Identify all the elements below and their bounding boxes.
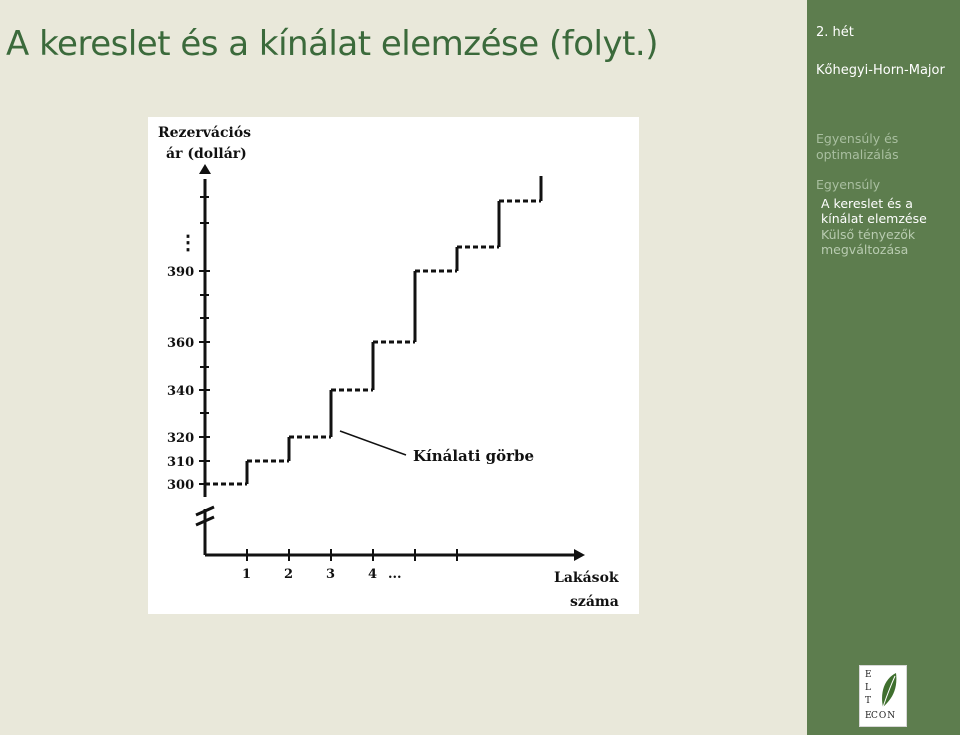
y-axis-label-line2: ár (dollár) [166,146,247,162]
y-tick-label: 310 [167,455,195,470]
y-axis-ellipsis: ⋮ [178,230,198,254]
annotation-pointer [340,431,406,455]
slide-title: A kereslet és a kínálat elemzése (folyt.) [6,24,658,64]
chart-annotation: Kínálati görbe [413,447,535,465]
logo-con: CON [871,711,897,721]
chart-figure [148,117,639,614]
x-axis-label-line1: Lakások [554,570,619,586]
y-axis-arrow [199,164,211,174]
y-tick-label: 300 [167,478,195,493]
sidebar-author: Kőhegyi-Horn-Major [816,63,945,78]
x-tick-label: ... [388,567,402,582]
y-axis-label-line1: Rezervációs [158,125,252,141]
supply-curve-chart [148,117,639,614]
sidebar-item-external-factors[interactable]: Külső tényezők megváltozása [821,227,916,257]
leaf-icon [878,671,900,709]
sidebar-section-link[interactable]: Egyensúly és optimalizálás [816,131,899,162]
x-tick-label: 3 [326,567,336,582]
logo-letter-l: L [865,683,871,693]
x-axis-arrow [574,549,585,561]
sidebar-week: 2. hét [816,25,854,40]
logo-letter-t: T [865,696,872,706]
x-axis-label-line2: száma [570,594,619,610]
logo-letter-e: E [865,670,872,680]
y-tick-label: 360 [167,336,195,351]
x-tick-label: 2 [284,567,294,582]
y-tick-label: 390 [167,265,195,280]
y-tick-label: 320 [167,431,195,446]
navigation-sidebar [807,0,960,735]
x-tick-label: 4 [368,567,378,582]
sidebar-item-demand-supply[interactable]: A kereslet és a kínálat elemzése [821,196,927,226]
elte-econ-logo [859,665,907,727]
y-tick-label: 340 [167,384,195,399]
x-tick-label: 1 [242,567,252,582]
sidebar-subsection-link[interactable]: Egyensúly [816,177,881,192]
logo-letter-e2: E [865,711,872,721]
sidebar-item-list [821,197,957,257]
